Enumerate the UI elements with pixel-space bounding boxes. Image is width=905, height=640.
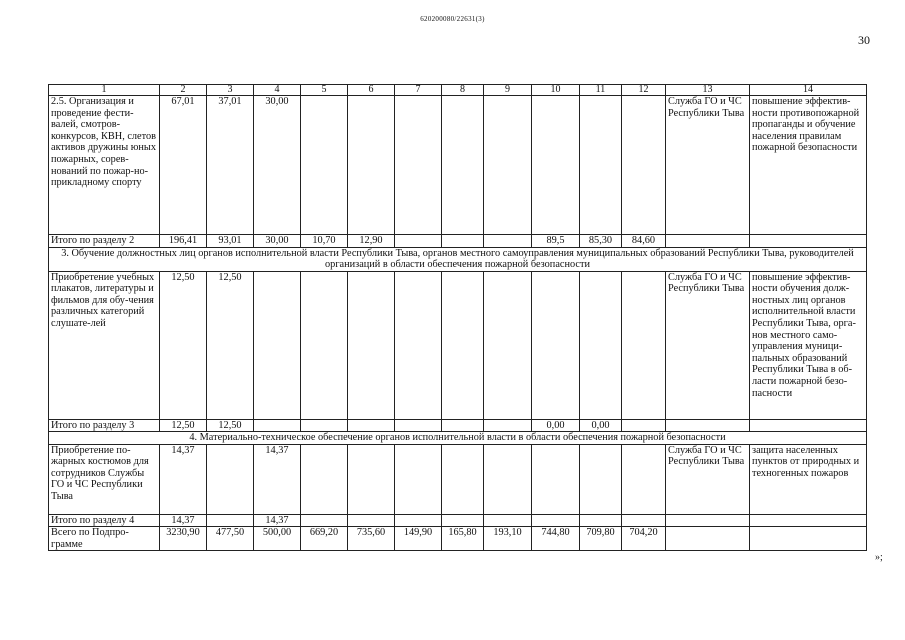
amount-col-4: 30,00 <box>254 96 301 235</box>
amount-col-12: 84,60 <box>622 235 666 248</box>
col-header-11: 11 <box>580 85 622 96</box>
col-header-12: 12 <box>622 85 666 96</box>
col-header-7: 7 <box>395 85 442 96</box>
col-header-5: 5 <box>301 85 348 96</box>
total-amount: 3230,90 <box>160 527 207 551</box>
document-id: 620200080/22631(3) <box>420 15 485 23</box>
total-amount: 14,37 <box>160 514 207 527</box>
col-header-9: 9 <box>484 85 532 96</box>
responsible-executor: Служба ГО и ЧС Республики Тыва <box>666 96 750 235</box>
amount-col-3: 37,01 <box>207 96 254 235</box>
column-number-row <box>49 85 867 96</box>
grand-total-row <box>49 527 867 551</box>
activity-name: 2.5. Организация и проведение фести-валей, смотров-конкурсов, КВН, слетов активов дружины юных пожарных, сорев-нований по пожар-но-прикладному спорту <box>49 96 160 235</box>
amount-col-10: 0,00 <box>532 419 580 432</box>
amount-col-7: 149,90 <box>395 527 442 551</box>
responsible-executor: Служба ГО и ЧС Республики Тыва <box>666 444 750 514</box>
expected-result: защита населенных пунктов от природных и техногенных пожаров <box>750 444 867 514</box>
amount-col-4: 500,00 <box>254 527 301 551</box>
expected-result: повышение эффектив-ности обучения долж-ностных лиц органов исполнительной власти Республики Тыва, орга-нов местного само-управления муници-пальных образований Республики Тыва в об-ласти пожарной безо-пасности <box>750 271 867 419</box>
amount-col-11: 85,30 <box>580 235 622 248</box>
amount-col-3: 12,50 <box>207 419 254 432</box>
total-amount: 196,41 <box>160 235 207 248</box>
amount-col-4: 30,00 <box>254 235 301 248</box>
amount-col-9: 193,10 <box>484 527 532 551</box>
section-4-heading: 4. Материально-техническое обеспечение органов исполнительной власти в области обеспечения пожарной безопасности <box>49 432 867 445</box>
amount-col-10: 89,5 <box>532 235 580 248</box>
page-number: 30 <box>858 33 870 47</box>
section-3-heading: 3. Обучение должностных лиц органов исполнительной власти Республики Тыва, органов местного самоуправления муниципальных образований Республики Тыва, руководителей организаций в области обеспечения пожарной безопасности <box>49 247 867 271</box>
amount-col-6: 12,90 <box>348 235 395 248</box>
total-label: Итого по разделу 4 <box>49 514 160 527</box>
amount-col-11: 709,80 <box>580 527 622 551</box>
total-label: Итого по разделу 2 <box>49 235 160 248</box>
section-4-total-row <box>49 514 867 527</box>
amount-col-6: 735,60 <box>348 527 395 551</box>
total-amount: 12,50 <box>160 419 207 432</box>
col-header-3: 3 <box>207 85 254 96</box>
table-row-section-4 <box>49 444 867 514</box>
section-3-heading-row <box>49 247 867 271</box>
amount-col-12: 704,20 <box>622 527 666 551</box>
col-header-13: 13 <box>666 85 750 96</box>
col-header-10: 10 <box>532 85 580 96</box>
amount-col-11: 0,00 <box>580 419 622 432</box>
col-header-8: 8 <box>442 85 484 96</box>
col-header-6: 6 <box>348 85 395 96</box>
amount-col-4: 14,37 <box>254 514 301 527</box>
expected-result: повышение эффектив-ности противопожарной пропаганды и обучение населения правилам пожарной безопасности <box>750 96 867 235</box>
amount-col-3: 93,01 <box>207 235 254 248</box>
col-header-14: 14 <box>750 85 867 96</box>
total-amount: 14,37 <box>160 444 207 514</box>
amount-col-3: 12,50 <box>207 271 254 419</box>
activity-name: Приобретение учебных плакатов, литературы и фильмов для обу-чения различных категорий слушате-лей <box>49 271 160 419</box>
col-header-2: 2 <box>160 85 207 96</box>
amount-col-10: 744,80 <box>532 527 580 551</box>
col-header-1: 1 <box>49 85 160 96</box>
program-budget-table <box>48 84 867 551</box>
amount-col-5: 669,20 <box>301 527 348 551</box>
grand-total-label: Всего по Подпро-грамме <box>49 527 160 551</box>
amount-col-3: 477,50 <box>207 527 254 551</box>
total-amount: 12,50 <box>160 271 207 419</box>
section-2-total-row <box>49 235 867 248</box>
closing-quote-mark: »; <box>875 552 883 563</box>
section-4-heading-row <box>49 432 867 445</box>
table-row-2-5 <box>49 96 867 235</box>
amount-col-4: 14,37 <box>254 444 301 514</box>
activity-name: Приобретение по-жарных костюмов для сотрудников Службы ГО и ЧС Республики Тыва <box>49 444 160 514</box>
total-amount: 67,01 <box>160 96 207 235</box>
section-3-total-row <box>49 419 867 432</box>
amount-col-5: 10,70 <box>301 235 348 248</box>
col-header-4: 4 <box>254 85 301 96</box>
amount-col-8: 165,80 <box>442 527 484 551</box>
total-label: Итого по разделу 3 <box>49 419 160 432</box>
table-row-section-3 <box>49 271 867 419</box>
responsible-executor: Служба ГО и ЧС Республики Тыва <box>666 271 750 419</box>
